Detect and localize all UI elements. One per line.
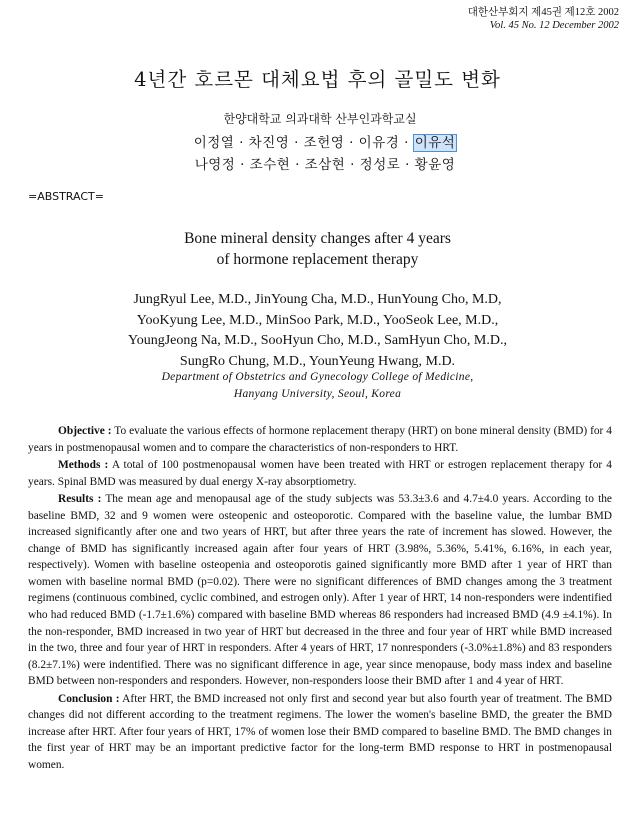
korean-authors-line-1	[60, 131, 590, 151]
affiliation	[40, 369, 595, 403]
english-title-line-1: Bone mineral density changes after 4 years	[184, 230, 451, 247]
objective-label: Objective :	[58, 425, 112, 437]
journal-line-english: Vol. 45 No. 12 December 2002	[489, 20, 619, 31]
results-label: Results :	[58, 493, 102, 506]
methods-label: Methods :	[58, 459, 109, 472]
english-authors-line: JungRyul Lee, M.D., JinYoung Cha, M.D., HunYoung Cho, M.D,	[133, 292, 502, 307]
results-paragraph	[28, 491, 612, 690]
methods-paragraph	[28, 457, 612, 490]
conclusion-paragraph	[28, 691, 612, 774]
abstract-label: =ABSTRACT=	[28, 190, 104, 203]
korean-department: 한양대학교 의과대학 산부인과학교실	[223, 112, 417, 126]
abstract-body	[28, 423, 612, 773]
english-authors	[40, 290, 595, 372]
english-authors-line: SungRo Chung, M.D., YounYeung Hwang, M.D.	[179, 353, 456, 369]
conclusion-label: Conclusion :	[58, 692, 120, 705]
highlighted-author-name[interactable]: 이유석	[414, 135, 456, 151]
methods-text: A total of 100 postmenopausal women have been treated with HRT or estrogen replacement therapy for 4 years. Spinal BMD was measured by dual energy X-ray absorptiometry.	[28, 459, 613, 488]
korean-authors-line-2: 나영정 · 조수현 · 조삼현 · 정성로 · 황윤영	[194, 157, 456, 173]
english-title	[0, 228, 635, 270]
affiliation-line-1: Department of Obstetrics and Gynecology College of Medicine,	[161, 371, 474, 383]
english-authors-line: YoungJeong Na, M.D., SooHyun Cho, M.D., SamHyun Cho, M.D.,	[128, 333, 507, 348]
objective-paragraph	[28, 423, 612, 456]
english-authors-line: YooKyung Lee, M.D., MinSoo Park, M.D., YooSeok Lee, M.D.,	[136, 312, 499, 328]
conclusion-text: After HRT, the BMD increased not only first and second year but also fourth year of treatment. The BMD changes did not different according to the treatment regimens. The lower the women's baseline BMD, the greater the BMD increase after HRT. After four years of HRT, 17% of women lose their BMD compared to baseline BMD. The BMD changes in the first year of HRT may be an important predictive factor for the long-term BMD response to HRT in postmenopausal women.	[28, 692, 613, 771]
korean-authors-text: 이정열 · 차진영 · 조헌영 · 이유경 ·	[193, 135, 414, 151]
korean-title: 4년간 호르몬 대체요법 후의 골밀도 변화	[134, 68, 501, 91]
results-text: The mean age and menopausal age of the study subjects was 53.3±3.6 and 4.7±4.0 years. According to the baseline BMD, 32 and 9 women were osteopenic and osteoporotic. Compared with the baseline value, the lumbar BMD increased significantly after one and two years of HRT, but after three years the rate of increment has slowed. However, the change of BMD has significantly increased again after four years of HRT (3.98%, 5.36%, 5.41%, 6.16%, in each year, respectively). Women with baseline osteopenia and osteoporotis gained significantly more BMD after 1 year of HRT than women with baseline normal BMD (p=0.02). There were no significant differences of BMD changes among the 3 treatment regimens (continuous combined, cyclic combined, and estrogen only). After 1 year of HRT, 14 non-responders were indentified who had reduced BMD (-1.7±1.6%) compared with baseline BMD whereas 86 responders had increased BMD (4.9 ±4.1%). In the non-responder, BMD increased in two year of HRT but decreased in the three and four year of HRT while BMD increased in the two, three and four year of HRT in responders. After 4 years of HRT, 17 nonresponders (-3.0%±1.8%) and 83 responders (8.2±7.1%) were indentified. There was no significant difference in age, year since menopause, body mass index and baseline BMD between non-responders and responders. However, non-responders loose their BMD after 1 and 4 year of HRT.	[28, 493, 612, 688]
affiliation-line-2: Hanyang University, Seoul, Korea	[233, 388, 402, 400]
objective-text: To evaluate the various effects of hormone replacement therapy (HRT) on bone mineral density (BMD) for 4 years in postmenopausal women and to compare the characteristics of non-responders to HRT.	[28, 425, 612, 454]
journal-header	[369, 6, 619, 32]
journal-line-korean: 대한산부회지 제45권 제12호 2002	[467, 7, 619, 18]
english-title-line-2: of hormone replacement therapy	[216, 251, 419, 268]
